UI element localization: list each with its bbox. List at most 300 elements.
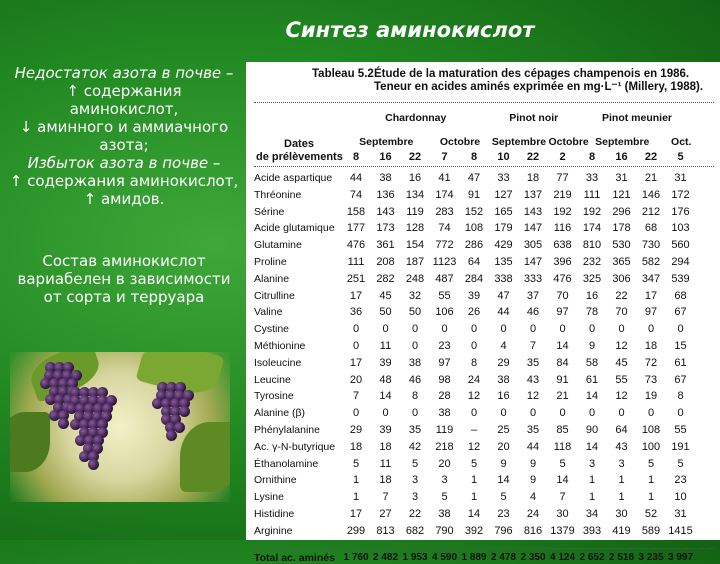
day-header: 8: [352, 151, 360, 163]
table-cell: 1123: [432, 256, 457, 268]
table-cell: 61: [585, 373, 599, 386]
table-cell: 35: [408, 424, 422, 436]
table-cell: 58: [585, 356, 599, 369]
table-cell: 64: [615, 424, 628, 436]
table-cell: 192: [582, 205, 602, 218]
row-name: Cystine: [254, 323, 290, 336]
table-cell: 1415: [668, 524, 693, 537]
table-cell: 17: [349, 356, 363, 369]
table-cell: 50: [379, 306, 392, 319]
table-cell: 0: [588, 323, 596, 336]
table-cell: 19: [644, 390, 658, 403]
table-cell: 20: [349, 373, 363, 386]
table-cell: 17: [349, 508, 363, 520]
table-cell: 30: [556, 508, 569, 520]
table-cell: 45: [379, 289, 392, 302]
table-cell: 1: [470, 474, 478, 487]
grape-vine-image: [10, 352, 230, 502]
table-cell: 20: [438, 457, 451, 470]
table-cell: 9: [500, 457, 507, 470]
table-cell: 9: [529, 457, 537, 470]
table-cell: 23: [674, 474, 687, 487]
row-name: Thréonine: [254, 188, 302, 201]
table-cell: 97: [556, 306, 569, 319]
table-cell: 137: [523, 188, 543, 201]
amino-acid-table: [246, 62, 720, 564]
day-header: 5: [677, 151, 684, 163]
table-cell: 14: [585, 440, 599, 453]
table-cell: 33: [497, 172, 510, 184]
month-header: Septembre: [491, 136, 547, 148]
table-cell: 0: [618, 407, 625, 420]
table-cell: 43: [615, 440, 628, 453]
table-cell: 33: [585, 172, 599, 184]
table-cell: 248: [405, 272, 425, 285]
row-name: Citrulline: [254, 289, 295, 302]
table-cell: 0: [382, 323, 389, 336]
table-cell: 191: [671, 440, 690, 453]
table-cell: 14: [467, 508, 481, 520]
row-name: Tyrosine: [254, 390, 294, 403]
table-cell: 212: [641, 205, 661, 218]
table-cell: 232: [582, 256, 602, 268]
grape-berry: [179, 406, 190, 417]
table-cell: 1: [618, 474, 625, 487]
table-cell: 0: [559, 407, 566, 420]
table-cell: 796: [494, 524, 513, 537]
table-cell: 810: [582, 239, 602, 252]
row-name: Sérine: [254, 205, 285, 218]
left-text-line: ↑ содержания: [66, 82, 182, 100]
table-cell: 43: [526, 373, 540, 386]
note-block: [4, 252, 244, 306]
table-cell: 173: [376, 222, 395, 235]
divider: [254, 548, 714, 549]
table-cell: 74: [438, 222, 451, 235]
table-cell: 5: [559, 457, 566, 470]
table-cell: 48: [379, 373, 392, 386]
table-cell: 70: [556, 289, 569, 302]
table-cell: 218: [435, 440, 454, 453]
left-text-line: ↑ содержания аминокислот,: [9, 172, 239, 190]
table-cell: 730: [641, 239, 661, 252]
row-name: Alanine (β): [254, 407, 305, 420]
note-line: Состав аминокислот: [42, 252, 206, 270]
table-cell: 429: [494, 239, 513, 252]
table-cell: 296: [612, 205, 631, 218]
left-text-line: Недостаток азота в почве –: [14, 64, 234, 82]
table-cell: 121: [612, 188, 631, 201]
month-header: Oct.: [671, 136, 692, 148]
row-name: Acide glutamique: [254, 222, 335, 235]
total-cell: 3 235: [638, 551, 664, 563]
table-label: Tableau 5.2: [312, 68, 374, 80]
table-cell: 39: [379, 424, 392, 436]
table-cell: 119: [406, 205, 424, 218]
table-cell: 134: [405, 188, 425, 201]
table-cell: 17: [349, 289, 363, 302]
table-cell: 18: [349, 440, 363, 453]
table-cell: 0: [470, 340, 478, 352]
month-header: Octobre: [439, 136, 481, 148]
table-cell: 127: [494, 188, 513, 201]
table-cell: 45: [615, 356, 628, 369]
table-cell: 9: [588, 340, 596, 352]
table-cell: 1379: [550, 524, 575, 537]
table-cell: 108: [464, 222, 484, 235]
day-header: 16: [379, 151, 392, 163]
day-header: 22: [644, 151, 658, 163]
note-line: вариабелен в зависимости: [17, 270, 231, 288]
table-cell: 111: [347, 256, 365, 268]
divider: [254, 102, 714, 103]
table-cell: 154: [405, 239, 425, 252]
table-cell: 638: [553, 239, 572, 252]
table-cell: 333: [523, 272, 543, 285]
table-cell: 0: [647, 407, 655, 420]
table-cell: 306: [612, 272, 631, 285]
table-cell: 476: [346, 239, 366, 252]
table-cell: 67: [674, 373, 687, 386]
table-cell: 119: [435, 424, 454, 436]
table-cell: 7: [559, 491, 566, 504]
table-cell: 419: [612, 524, 631, 537]
left-text-line: азота;: [99, 136, 149, 154]
month-header: Septembre: [595, 136, 650, 148]
table-cell: 0: [352, 323, 360, 336]
table-cell: 165: [494, 205, 513, 218]
table-cell: 325: [582, 272, 602, 285]
table-cell: 36: [349, 306, 363, 319]
table-cell: 5: [411, 457, 419, 470]
table-cell: 55: [674, 424, 687, 436]
table-cell: 29: [349, 424, 363, 436]
table-cell: 1: [470, 491, 478, 504]
row-name: Histidine: [254, 508, 295, 520]
table-cell: 396: [553, 256, 572, 268]
table-cell: 0: [618, 323, 625, 336]
table-cell: 106: [435, 306, 454, 319]
table-cell: 31: [674, 508, 687, 520]
table-cell: 5: [352, 457, 360, 470]
table-cell: 152: [464, 205, 484, 218]
table-cell: 338: [494, 272, 513, 285]
table-cell: 0: [677, 407, 684, 420]
table-cell: 0: [411, 407, 419, 420]
total-cell: 1 760: [343, 551, 369, 563]
table-cell: 97: [438, 356, 451, 369]
table-cell: 14: [379, 390, 392, 403]
table-cell: 305: [523, 239, 543, 252]
table-cell: 26: [467, 306, 481, 319]
table-cell: 4: [500, 340, 507, 352]
table-cell: 5: [441, 491, 448, 504]
table-cell: 3: [411, 491, 419, 504]
table-cell: 16: [408, 172, 422, 184]
table-cell: 55: [438, 289, 451, 302]
table-cell: 22: [408, 508, 422, 520]
table-cell: 0: [411, 340, 419, 352]
table-cell: 30: [615, 508, 628, 520]
table-cell: 21: [556, 390, 569, 403]
table-cell: 1: [588, 491, 596, 504]
table-cell: 251: [346, 272, 366, 285]
table-cell: 29: [497, 356, 510, 369]
table-cell: 393: [582, 524, 602, 537]
table-cell: 219: [553, 188, 572, 201]
table-cell: 816: [523, 524, 543, 537]
table-cell: 14: [497, 474, 510, 487]
table-cell: 0: [559, 323, 566, 336]
day-header: 22: [408, 151, 422, 163]
table-cell: 46: [408, 373, 422, 386]
table-cell: 38: [497, 373, 510, 386]
table-cell: 70: [615, 306, 628, 319]
dates-label-2: de prélèvements: [256, 151, 343, 163]
total-cell: 2 652: [579, 551, 605, 563]
table-caption-line1: Étude de la maturation des cépages champenois en 1986.: [374, 68, 690, 80]
table-cell: 32: [408, 289, 422, 302]
table-cell: 135: [494, 256, 513, 268]
row-name: Ornithine: [254, 474, 297, 487]
total-cell: 2 478: [490, 551, 517, 563]
table-cell: 67: [674, 306, 687, 319]
grape-berry: [58, 418, 69, 429]
table-cell: 0: [588, 407, 596, 420]
row-name: Méthionine: [254, 340, 306, 352]
table-cell: 3: [411, 474, 419, 487]
table-cell: 143: [523, 205, 543, 218]
day-header: 7: [441, 151, 448, 163]
day-header: 10: [497, 151, 510, 163]
divider: [254, 166, 714, 167]
table-cell: 1: [352, 474, 360, 487]
table-cell: 17: [644, 289, 658, 302]
table-cell: 286: [464, 239, 484, 252]
table-cell: 50: [408, 306, 422, 319]
table-cell: 12: [615, 340, 628, 352]
table-cell: 68: [674, 289, 687, 302]
table-cell: 179: [494, 222, 513, 235]
day-header: 16: [615, 151, 628, 163]
table-cell: 0: [352, 340, 360, 352]
table-cell: 73: [644, 373, 658, 386]
table-cell: 77: [556, 172, 569, 184]
table-cell: 158: [346, 205, 366, 218]
table-cell: 11: [379, 457, 392, 470]
left-text-line: ↓ аминного и аммиачного: [19, 118, 229, 136]
table-cell: 0: [529, 407, 537, 420]
table-cell: –: [470, 424, 478, 436]
table-cell: 55: [615, 373, 628, 386]
table-cell: 72: [644, 356, 658, 369]
table-cell: 772: [435, 239, 454, 252]
table-cell: 14: [585, 390, 599, 403]
table-cell: 294: [671, 256, 690, 268]
table-cell: 0: [470, 407, 478, 420]
table-cell: 12: [526, 390, 540, 403]
table-cell: 44: [497, 306, 510, 319]
table-cell: 78: [585, 306, 599, 319]
table-cell: 18: [644, 340, 658, 352]
table-cell: 8: [677, 390, 684, 403]
table-cell: 7: [382, 491, 389, 504]
table-cell: 8: [411, 390, 419, 403]
table-cell: 44: [526, 440, 540, 453]
table-cell: 15: [674, 340, 687, 352]
table-cell: 34: [585, 508, 599, 520]
left-text-line: Избыток азота в почве –: [27, 154, 221, 172]
table-cell: 476: [553, 272, 572, 285]
row-name: Ac. γ-N-butyrique: [254, 440, 336, 453]
table-cell: 0: [470, 323, 478, 336]
table-cell: 147: [523, 222, 543, 235]
table-cell: 143: [376, 205, 395, 218]
day-header: 8: [588, 151, 596, 163]
table-cell: 18: [379, 440, 392, 453]
table-cell: 47: [497, 289, 510, 302]
note-line: от сорта и терруара: [43, 288, 205, 306]
table-cell: 0: [352, 407, 360, 420]
table-cell: 1: [647, 491, 655, 504]
table-cell: 18: [526, 172, 540, 184]
table-cell: 20: [497, 440, 510, 453]
table-cell: 103: [671, 222, 690, 235]
table-cell: 3: [618, 457, 625, 470]
table-cell: 42: [408, 440, 422, 453]
table-cell: 176: [671, 205, 690, 218]
table-cell: 0: [647, 323, 655, 336]
table-cell: 39: [379, 356, 392, 369]
table-cell: 582: [641, 256, 661, 268]
total-cell: 2 350: [520, 551, 546, 563]
total-cell: 3 997: [667, 551, 694, 563]
table-cell: 38: [438, 508, 451, 520]
table-cell: 530: [612, 239, 631, 252]
dates-label: Dates: [284, 138, 314, 150]
table-cell: 128: [405, 222, 425, 235]
table-cell: 31: [674, 172, 687, 184]
table-cell: 7: [529, 340, 537, 352]
row-name: Alanine: [254, 272, 290, 285]
table-cell: 116: [553, 222, 572, 235]
table-cell: 790: [435, 524, 454, 537]
table-cell: 0: [500, 323, 507, 336]
table-cell: 111: [583, 188, 601, 201]
table-cell: 3: [441, 474, 448, 487]
table-cell: 47: [467, 172, 481, 184]
table-cell: 3: [588, 457, 596, 470]
table-cell: 44: [349, 172, 363, 184]
variety-header: Pinot noir: [509, 112, 559, 124]
table-cell: 0: [529, 323, 537, 336]
variety-header: Chardonnay: [385, 112, 447, 124]
day-header: 2: [559, 151, 566, 163]
table-cell: 361: [376, 239, 395, 252]
table-cell: 0: [382, 407, 389, 420]
table-cell: 74: [349, 188, 363, 201]
table-cell: 22: [615, 289, 628, 302]
row-name: Éthanolamine: [254, 457, 319, 470]
table-cell: 38: [438, 407, 451, 420]
table-cell: 9: [529, 474, 537, 487]
left-text-line: ↑ амидов.: [83, 190, 165, 208]
table-cell: 35: [526, 424, 540, 436]
table-cell: 52: [644, 508, 658, 520]
table-cell: 0: [441, 323, 448, 336]
day-header: 22: [526, 151, 540, 163]
table-cell: 91: [556, 373, 569, 386]
table-cell: 23: [438, 340, 451, 352]
table-cell: 64: [467, 256, 481, 268]
total-cell: 4 590: [431, 551, 458, 563]
row-name: Leucine: [254, 373, 291, 386]
table-cell: 21: [644, 172, 658, 184]
day-header: 8: [470, 151, 478, 163]
table-caption-line2: Teneur en acides aminés exprimée en mg·L⁻¹ (Millery, 1988).: [374, 81, 704, 93]
slide-title: Синтез аминокислот: [285, 18, 535, 42]
table-cell: 16: [585, 289, 599, 302]
grape-berry: [166, 430, 177, 441]
table-cell: 178: [612, 222, 631, 235]
table-cell: 108: [641, 424, 661, 436]
table-cell: 174: [582, 222, 602, 235]
table-cell: 14: [556, 474, 569, 487]
table-cell: 5: [470, 457, 478, 470]
row-name: Isoleucine: [254, 356, 302, 369]
month-header: Septembre: [359, 136, 414, 148]
table-cell: 177: [346, 222, 366, 235]
total-cell: 1 953: [402, 551, 428, 563]
table-cell: 23: [497, 508, 510, 520]
table-cell: 27: [379, 508, 392, 520]
table-cell: 539: [671, 272, 690, 285]
variety-header: Pinot meunier: [601, 112, 672, 124]
table-cell: 68: [644, 222, 658, 235]
table-cell: 24: [467, 373, 481, 386]
table-cell: 0: [411, 323, 419, 336]
table-cell: 85: [556, 424, 569, 436]
table-cell: 25: [497, 424, 510, 436]
table-cell: 16: [497, 390, 510, 403]
table-cell: 10: [674, 491, 687, 504]
table-cell: 682: [405, 524, 425, 537]
table-cell: 97: [644, 306, 658, 319]
table-cell: 61: [674, 356, 687, 369]
table-cell: 12: [615, 390, 628, 403]
total-cell: 2 518: [608, 551, 635, 563]
table-cell: 589: [641, 524, 661, 537]
table-cell: 1: [647, 474, 655, 487]
table-cell: 84: [556, 356, 569, 369]
table-cell: 208: [376, 256, 395, 268]
table-cell: 5: [647, 457, 655, 470]
table-cell: 12: [467, 390, 481, 403]
table-cell: 5: [500, 491, 507, 504]
row-name: Valine: [254, 306, 283, 319]
table-cell: 174: [435, 188, 454, 201]
table-cell: 11: [379, 340, 392, 352]
table-cell: 487: [435, 272, 454, 285]
total-cell: 4 124: [549, 551, 576, 563]
table-cell: 560: [671, 239, 690, 252]
left-text-line: аминокислот,: [69, 100, 179, 118]
table-cell: 14: [556, 340, 569, 352]
row-name: Glutamine: [254, 239, 302, 252]
table-cell: 12: [467, 440, 481, 453]
table-cell: 0: [500, 407, 507, 420]
table-cell: 38: [408, 356, 422, 369]
